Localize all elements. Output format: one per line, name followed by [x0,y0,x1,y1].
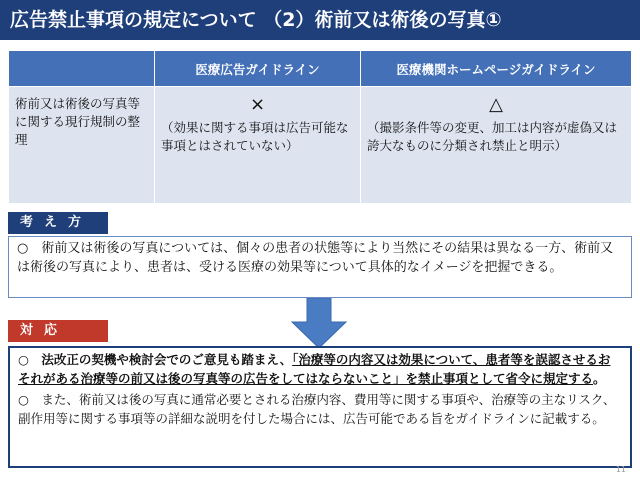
table-header-blank [9,51,155,87]
triangle-mark-icon: △ [489,94,503,115]
approach-box [8,236,632,298]
section-label-approach: 考え方 [8,212,108,234]
table-cell-hospital-website [361,87,632,204]
regulation-table [8,50,632,204]
table-row [9,87,632,204]
table-cell-medical-ad-text: （効果に関する事項は広告可能な事項とはされていない） [161,120,349,153]
table-cell-hospital-website-text: （撮影条件等の変更、加工は内容が虚偽又は誇大なものに分類され禁止と明示） [367,120,618,153]
table-header-row [9,51,632,87]
approach-text: ○ 術前又は術後の写真については、個々の患者の状態等により当然にその結果は異なる一方、術前又は術後の写真により、患者は、受ける医療の効果等について具体的なイメージを把握できる。 [17,241,614,275]
response-paragraph-1 [18,350,622,388]
response-p1-rule: 「治療等の内容又は効果について、患者等を誤認させるおそれがある治療等の前又は後の写真等の広告をしてはならないこと」を禁止事項として省令に規定する [18,352,611,386]
response-paragraph-2: ○ また、術前又は後の写真に通常必要とされる治療内容、費用等に関する事項や、治療等の主なリスク、副作用等に関する事項等の詳細な説明を付した場合には、広告可能である旨をガイドラインに記載する。 [18,392,616,426]
cross-mark-icon: × [249,94,266,115]
table-header-medical-ad-guideline: 医療広告ガイドライン [155,51,361,87]
response-p1-lead: ○ 法改正の契機や検討会でのご意見も踏まえ、 [18,352,293,367]
table-cell-medical-ad [155,87,361,204]
response-p1-end: 。 [593,371,606,386]
response-box [8,346,632,468]
down-arrow-icon [290,298,348,350]
page-title: 広告禁止事項の規定について （2）術前又は術後の写真① [0,0,640,40]
table-row-label: 術前又は術後の写真等に関する現行規制の整理 [9,87,155,204]
table-header-hospital-website-guideline: 医療機関ホームページガイドライン [361,51,632,87]
section-label-response: 対応 [8,320,108,342]
page-number: 11 [615,465,626,474]
